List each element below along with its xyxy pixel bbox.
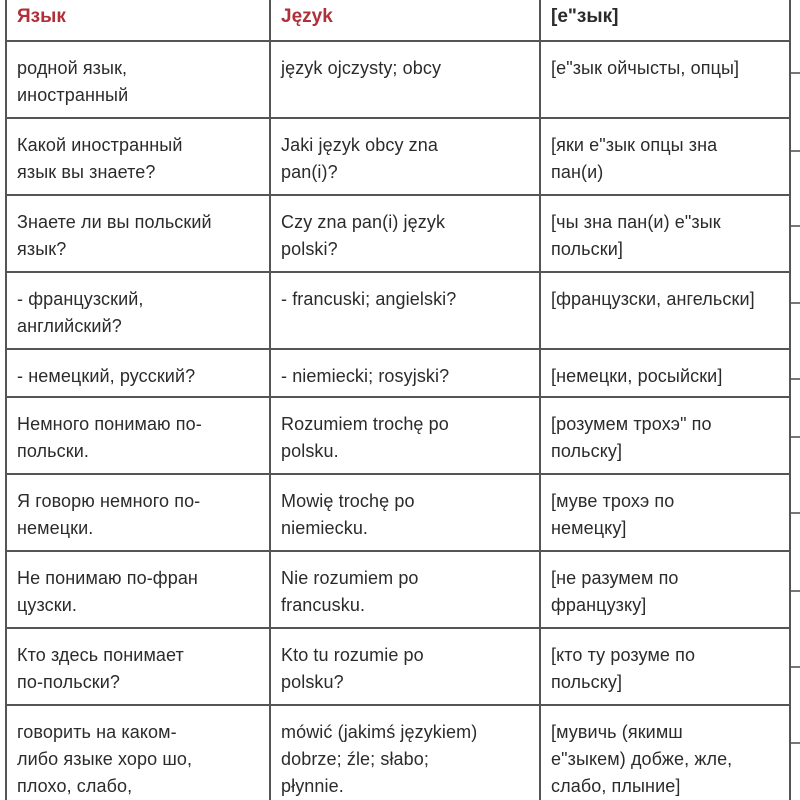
cell-line: родной язык, bbox=[17, 58, 128, 78]
table-row bbox=[6, 551, 790, 628]
cell-line: английский? bbox=[17, 316, 122, 336]
russian-cell bbox=[6, 397, 270, 474]
cell-line: польску] bbox=[551, 672, 623, 692]
table-row bbox=[6, 195, 790, 272]
cell-line: по-польски? bbox=[17, 672, 121, 692]
polish-cell bbox=[270, 195, 540, 272]
edge-mark bbox=[791, 150, 800, 152]
cell-line: [е"зык ойчысты, опцы] bbox=[551, 58, 740, 78]
table-row bbox=[6, 397, 790, 474]
edge-mark bbox=[791, 666, 800, 668]
transcription-cell bbox=[540, 349, 790, 397]
header-row bbox=[6, 0, 790, 41]
cell-line: - francuski; angielski? bbox=[281, 289, 457, 309]
table-row bbox=[6, 628, 790, 705]
cell-line: polsku? bbox=[281, 672, 344, 692]
polish-cell bbox=[270, 474, 540, 551]
polish-cell bbox=[270, 551, 540, 628]
cell-line: - французский, bbox=[17, 289, 144, 309]
polish-cell bbox=[270, 349, 540, 397]
edge-mark bbox=[791, 436, 800, 438]
cell-line: цузски. bbox=[17, 595, 77, 615]
cell-line: немецки. bbox=[17, 518, 94, 538]
transcription-cell bbox=[540, 705, 790, 800]
edge-mark bbox=[791, 72, 800, 74]
transcription-cell bbox=[540, 551, 790, 628]
cell-line: французку] bbox=[551, 595, 647, 615]
transcription-cell bbox=[540, 272, 790, 349]
transcription-cell bbox=[540, 195, 790, 272]
cell-line: - немецкий, русский? bbox=[17, 366, 196, 386]
cell-line: Jaki język obcy zna bbox=[281, 135, 438, 155]
cell-line: polsku. bbox=[281, 441, 339, 461]
transcription-cell bbox=[540, 474, 790, 551]
cell-line: niemiecku. bbox=[281, 518, 369, 538]
transcription-cell bbox=[540, 41, 790, 118]
russian-cell bbox=[6, 195, 270, 272]
cell-line: Не понимаю по-фран bbox=[17, 568, 198, 588]
cell-line: Немного понимаю по- bbox=[17, 414, 202, 434]
cell-line: płynnie. bbox=[281, 776, 344, 796]
header-russian: Язык bbox=[6, 0, 270, 41]
phrase-table bbox=[5, 0, 791, 800]
cell-line: pan(i)? bbox=[281, 162, 338, 182]
table-row bbox=[6, 349, 790, 397]
header-transcription: [е"зык] bbox=[540, 0, 790, 41]
russian-cell bbox=[6, 41, 270, 118]
table-row bbox=[6, 474, 790, 551]
edge-mark bbox=[791, 512, 800, 514]
polish-cell bbox=[270, 705, 540, 800]
header-polish: Język bbox=[270, 0, 540, 41]
cell-line: польски] bbox=[551, 239, 623, 259]
edge-mark bbox=[791, 378, 800, 380]
cell-line: mówić (jakimś językiem) bbox=[281, 722, 478, 742]
russian-cell bbox=[6, 705, 270, 800]
polish-cell bbox=[270, 41, 540, 118]
cell-line: говорить на каком- bbox=[17, 722, 177, 742]
cell-line: польски. bbox=[17, 441, 89, 461]
cell-line: немецку] bbox=[551, 518, 627, 538]
polish-cell bbox=[270, 118, 540, 195]
edge-mark bbox=[791, 225, 800, 227]
russian-cell bbox=[6, 118, 270, 195]
cell-line: [муве трохэ по bbox=[551, 491, 675, 511]
cell-line: Я говорю немного по- bbox=[17, 491, 201, 511]
russian-cell bbox=[6, 628, 270, 705]
transcription-cell bbox=[540, 118, 790, 195]
cell-line: язык вы знаете? bbox=[17, 162, 156, 182]
transcription-cell bbox=[540, 628, 790, 705]
edge-mark bbox=[791, 590, 800, 592]
table-row bbox=[6, 272, 790, 349]
cell-line: [кто ту розуме по bbox=[551, 645, 696, 665]
russian-cell bbox=[6, 349, 270, 397]
cell-line: плохо, слабо, bbox=[17, 776, 133, 796]
russian-cell bbox=[6, 474, 270, 551]
cell-line: Nie rozumiem po bbox=[281, 568, 419, 588]
cell-line: е"зыкем) добже, жле, bbox=[551, 749, 733, 769]
cell-line: пан(и) bbox=[551, 162, 604, 182]
cell-line: [яки е"зык опцы зна bbox=[551, 135, 718, 155]
cell-line: [французски, ангельски] bbox=[551, 289, 755, 309]
cell-line: Кто здесь понимает bbox=[17, 645, 184, 665]
table-row bbox=[6, 41, 790, 118]
table-row bbox=[6, 705, 790, 800]
cell-line: Rozumiem trochę po bbox=[281, 414, 449, 434]
russian-cell bbox=[6, 551, 270, 628]
cell-line: [чы зна пан(и) е"зык bbox=[551, 212, 721, 232]
cell-line: слабо, плыние] bbox=[551, 776, 681, 796]
cell-line: polski? bbox=[281, 239, 338, 259]
cell-line: język ojczysty; obcy bbox=[281, 58, 442, 78]
polish-cell bbox=[270, 628, 540, 705]
polish-cell bbox=[270, 397, 540, 474]
cell-line: Mowię trochę po bbox=[281, 491, 415, 511]
cell-line: иностранный bbox=[17, 85, 129, 105]
table-row bbox=[6, 118, 790, 195]
cell-line: francusku. bbox=[281, 595, 366, 615]
cell-line: Какой иностранный bbox=[17, 135, 183, 155]
cell-line: Czy zna pan(i) język bbox=[281, 212, 446, 232]
cell-line: польску] bbox=[551, 441, 623, 461]
polish-cell bbox=[270, 272, 540, 349]
cell-line: Знаете ли вы польский bbox=[17, 212, 212, 232]
cell-line: dobrze; źle; słabo; bbox=[281, 749, 429, 769]
transcription-cell bbox=[540, 397, 790, 474]
cell-line: [не разумем по bbox=[551, 568, 679, 588]
cell-line: либо языке хоро шо, bbox=[17, 749, 193, 769]
cell-line: [немецки, росыйски] bbox=[551, 366, 723, 386]
edge-mark bbox=[791, 302, 800, 304]
russian-cell bbox=[6, 272, 270, 349]
cell-line: [розумем трохэ" по bbox=[551, 414, 712, 434]
cell-line: Kto tu rozumie po bbox=[281, 645, 424, 665]
edge-mark bbox=[791, 742, 800, 744]
cell-line: - niemiecki; rosyjski? bbox=[281, 366, 450, 386]
cell-line: язык? bbox=[17, 239, 67, 259]
cell-line: [мувичь (якимш bbox=[551, 722, 683, 742]
